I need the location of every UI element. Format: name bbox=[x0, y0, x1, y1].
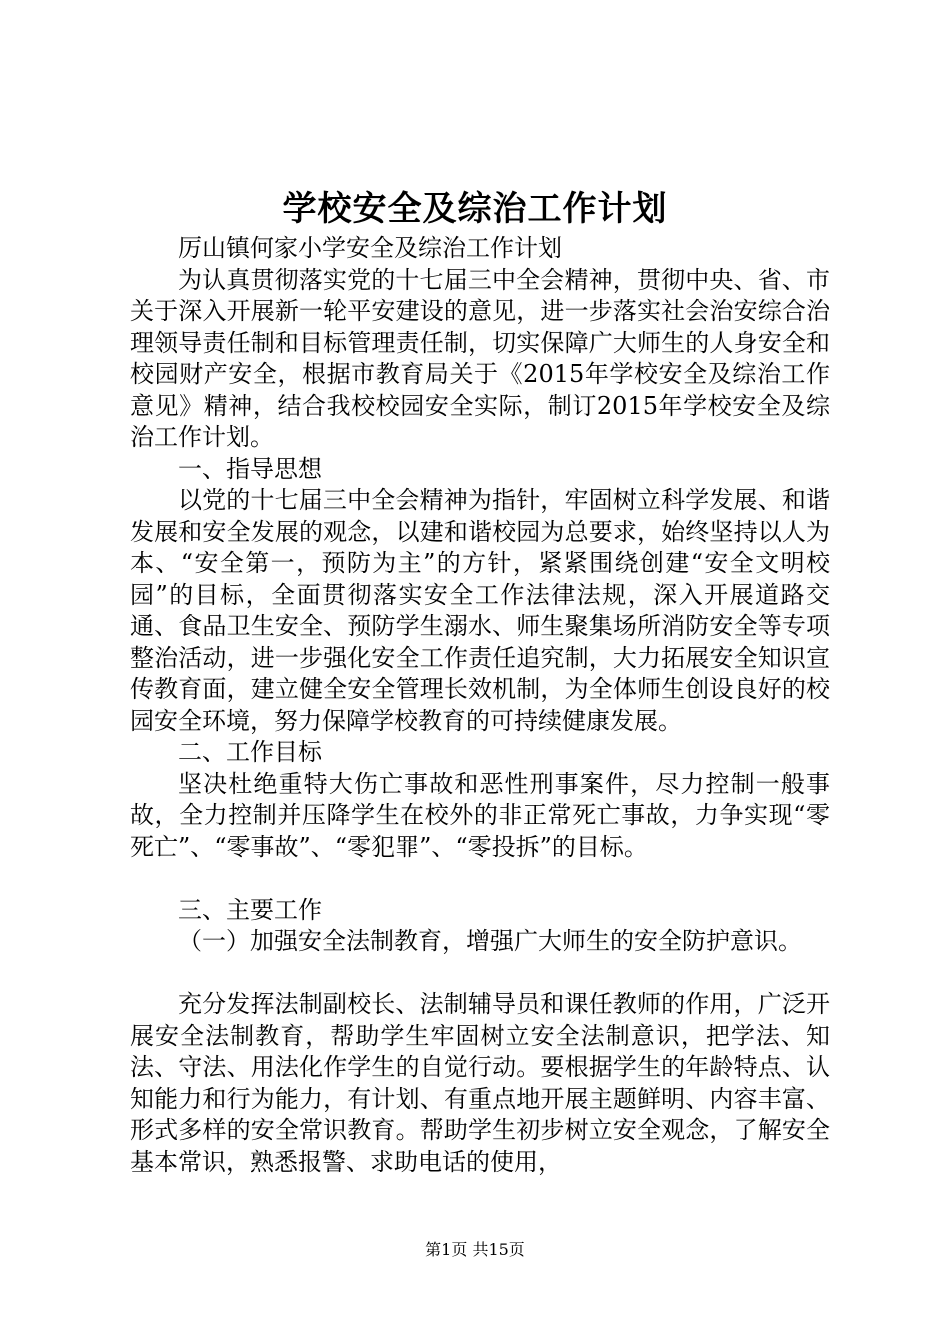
school-plan-heading: 厉山镇何家小学安全及综治工作计划 bbox=[178, 234, 562, 262]
intro-paragraph: 为认真贯彻落实党的十七届三中全会精神，贯彻中央、省、市关于深入开展新一轮平安建设的意见，进一步落实社会治安综合治理领导责任制和目标管理责任制，切实保障广大师生的人身安全和校园财产安全，根据市教育局关于《2015年学校安全及综治工作意见》精神，结合我校校园安全实际，制订2015年学校安全及综治工作计划。 bbox=[130, 265, 830, 451]
work-goals-paragraph: 坚决杜绝重特大伤亡事故和恶性刑事案件，尽力控制一般事故，全力控制并压降学生在校外的非正常死亡事故，力争实现“零死亡”、“零事故”、“零犯罪”、“零投拆”的目标。 bbox=[130, 769, 830, 861]
section-heading-main-work: 三、主要工作 bbox=[178, 895, 322, 924]
document-title: 学校安全及综治工作计划 bbox=[282, 189, 668, 229]
section-heading-guiding-thought: 一、指导思想 bbox=[178, 454, 322, 483]
legal-education-paragraph: 充分发挥法制副校长、法制辅导员和课任教师的作用，广泛开展安全法制教育，帮助学生牢固树立安全法制意识，把学法、知法、守法、用法化作学生的自觉行动。要根据学生的年龄特点、认知能力和行为能力，有计划、有重点地开展主题鲜明、内容丰富、形式多样的安全常识教育。帮助学生初步树立安全观念，了解安全基本常识，熟悉报警、求助电话的使用， bbox=[130, 990, 830, 1176]
section-heading-work-goals: 二、工作目标 bbox=[178, 738, 322, 766]
subsection-heading-legal-education: （一）加强安全法制教育，增强广大师生的安全防护意识。 bbox=[178, 927, 802, 955]
page-number-footer: 第1页 共15页 bbox=[425, 1240, 525, 1259]
document-body bbox=[130, 233, 830, 1178]
guiding-thought-paragraph: 以党的十七届三中全会精神为指针，牢固树立科学发展、和谐发展和安全发展的观念，以建和谐校园为总要求，始终坚持以人为本、“安全第一，预防为主”的方针，紧紧围绕创建“安全文明校园”的目标，全面贯彻落实安全工作法律法规，深入开展道路交通、食品卫生安全、预防学生溺水、师生聚集场所消防安全等专项整治活动，进一步强化安全工作责任追究制，大力拓展安全知识宣传教育面，建立健全安全管理长效机制，为全体师生创设良好的校园安全环境，努力保障学校教育的可持续健康发展。 bbox=[130, 486, 830, 735]
